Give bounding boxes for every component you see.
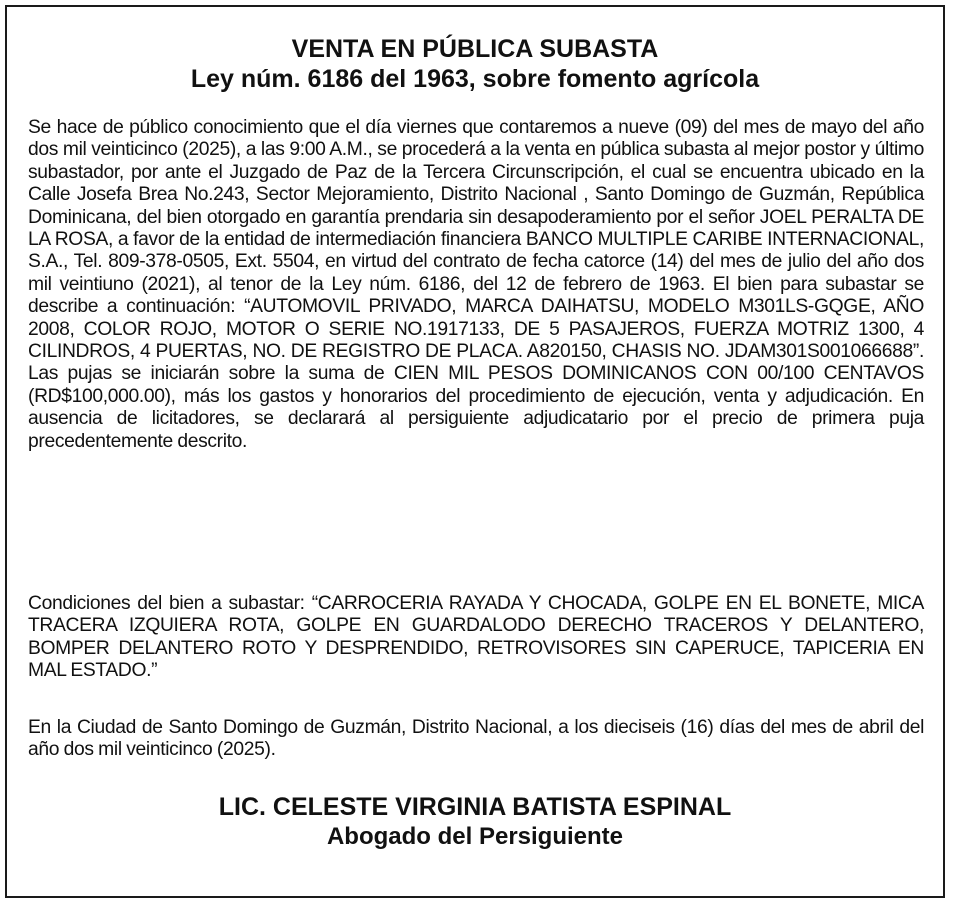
signature-role: Abogado del Persiguiente <box>326 823 624 850</box>
notice-title: VENTA EN PÚBLICA SUBASTA <box>291 35 659 63</box>
notice-frame <box>5 5 945 898</box>
notice-paragraph-date: En la Ciudad de Santo Domingo de Guzmán, Distrito Nacional, a los dieciseis (16) días del mes de abril del año dos mil veinticinco (2025). <box>28 717 924 761</box>
signature-name: LIC. CELESTE VIRGINIA BATISTA ESPINAL <box>218 793 732 821</box>
notice-paragraph-main: Se hace de público conocimiento que el día viernes que contaremos a nueve (09) del mes de mayo del año dos mil veinticinco (2025), a las 9:00 A.M., se procederá a la venta en pública subasta al mejor postor y último subastador, por ante el Juzgado de Paz de la Tercera Circunscripción, el cual se encuentra ubicado en la Calle Josefa Brea No.243, Sector Mejoramiento, Distrito Nacional , Santo Domingo de Guzmán, República Dominicana, del bien otorgado en garantía prendaria sin desapoderamiento por el señor JOEL PERALTA DE LA ROSA, a favor de la entidad de intermediación financiera BANCO MULTIPLE CARIBE INTERNACIONAL, S.A., Tel. 809-378-0505, Ext. 5504, en virtud del contrato de fecha catorce (14) del mes de julio del año dos mil veintiuno (2021), al tenor de la Ley núm. 6186, del 12 de febrero de 1963. El bien para subastar se describe a continuación: “AUTOMOVIL PRIVADO, MARCA DAIHATSU, MODELO M301LS-GQGE, AÑO 2008, COLOR ROJO, MOTOR O SERIE NO.1917133, DE 5 PASAJEROS, FUERZA MOTRIZ 1300, 4 CILINDROS, 4 PUERTAS, NO. DE REGISTRO DE PLACA. A820150, CHASIS NO. JDAM301S001066688”. Las pujas se iniciarán sobre la suma de CIEN MIL PESOS DOMINICANOS CON 00/100 CENTAVOS (RD$100,000.00), más los gastos y honorarios del procedimiento de ejecución, venta y adjudicación. En ausencia de licitadores, se declarará al persiguiente adjudicatario por el precio de primera puja precedentemente descrito. <box>28 117 924 452</box>
notice-paragraph-conditions: Condiciones del bien a subastar: “CARROCERIA RAYADA Y CHOCADA, GOLPE EN EL BONETE, MICA TRACERA IZQUIERA ROTA, GOLPE EN GUARDALODO DERECHO TRACEROS Y DELANTERO, BOMPER DELANTERO ROTO Y DESPRENDIDO, RETROVISORES SIN CAPERUCE, TAPICERIA EN MAL ESTADO.” <box>28 593 924 682</box>
notice-subtitle: Ley núm. 6186 del 1963, sobre fomento agrícola <box>190 65 760 93</box>
